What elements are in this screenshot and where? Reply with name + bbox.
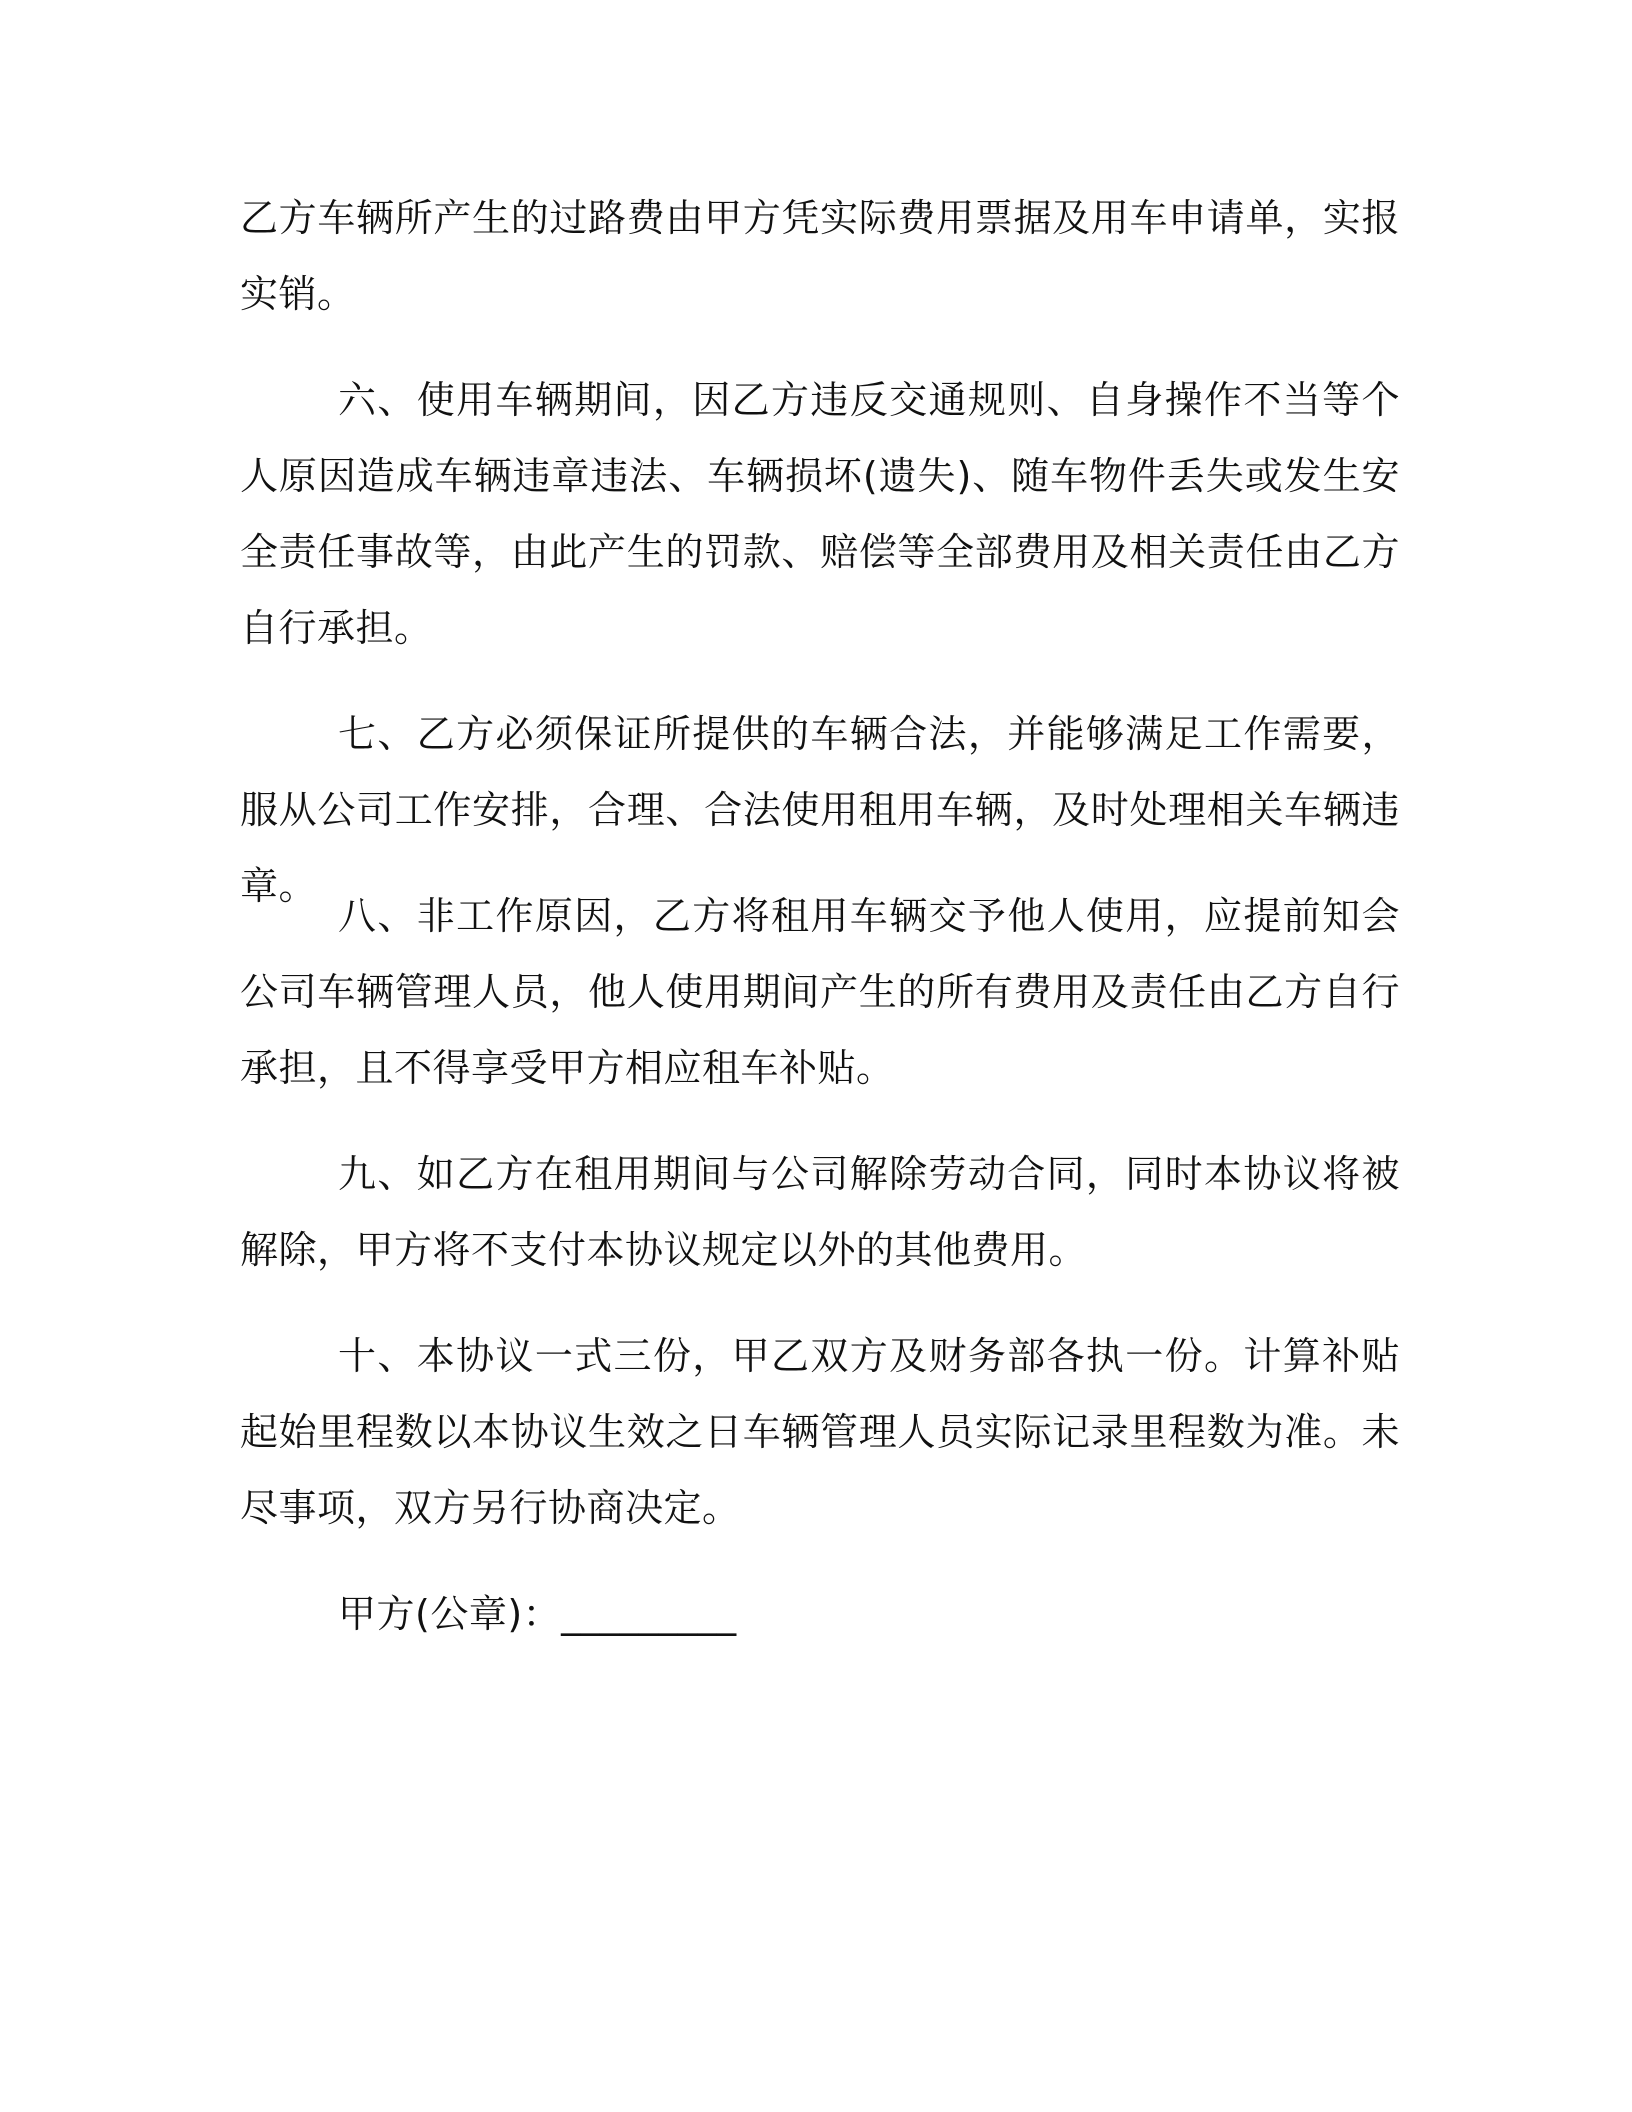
clause-6-violations-liability: 六、使用车辆期间，因乙方违反交通规则、自身操作不当等个人原因造成车辆违章违法、车辆损坏(遗失)、随车物件丢失或发生安全责任事故等，由此产生的罚款、赔偿等全部费用及相关责任由乙方自行承担。 (240, 378, 1400, 650)
clause-7-vehicle-legality: 七、乙方必须保证所提供的车辆合法，并能够满足工作需要，服从公司工作安排，合理、合法使用租用车辆，及时处理相关车辆违章。 (240, 712, 1400, 908)
clause-9-contract-termination: 九、如乙方在租用期间与公司解除劳动合同，同时本协议将被解除，甲方将不支付本协议规定以外的其他费用。 (240, 1152, 1400, 1272)
party-a-seal-signature-line: 甲方(公章)：_________ (338, 1592, 737, 1636)
clause-8-lending-to-others: 八、非工作原因，乙方将租用车辆交予他人使用，应提前知会公司车辆管理人员，他人使用期间产生的所有费用及责任由乙方自行承担，且不得享受甲方相应租车补贴。 (240, 894, 1400, 1090)
paragraph-toll-fees: 乙方车辆所产生的过路费由甲方凭实际费用票据及用车申请单，实报实销。 (240, 196, 1400, 316)
clause-10-copies-and-mileage: 十、本协议一式三份，甲乙双方及财务部各执一份。计算补贴起始里程数以本协议生效之日车辆管理人员实际记录里程数为准。未尽事项，双方另行协商决定。 (240, 1334, 1400, 1530)
